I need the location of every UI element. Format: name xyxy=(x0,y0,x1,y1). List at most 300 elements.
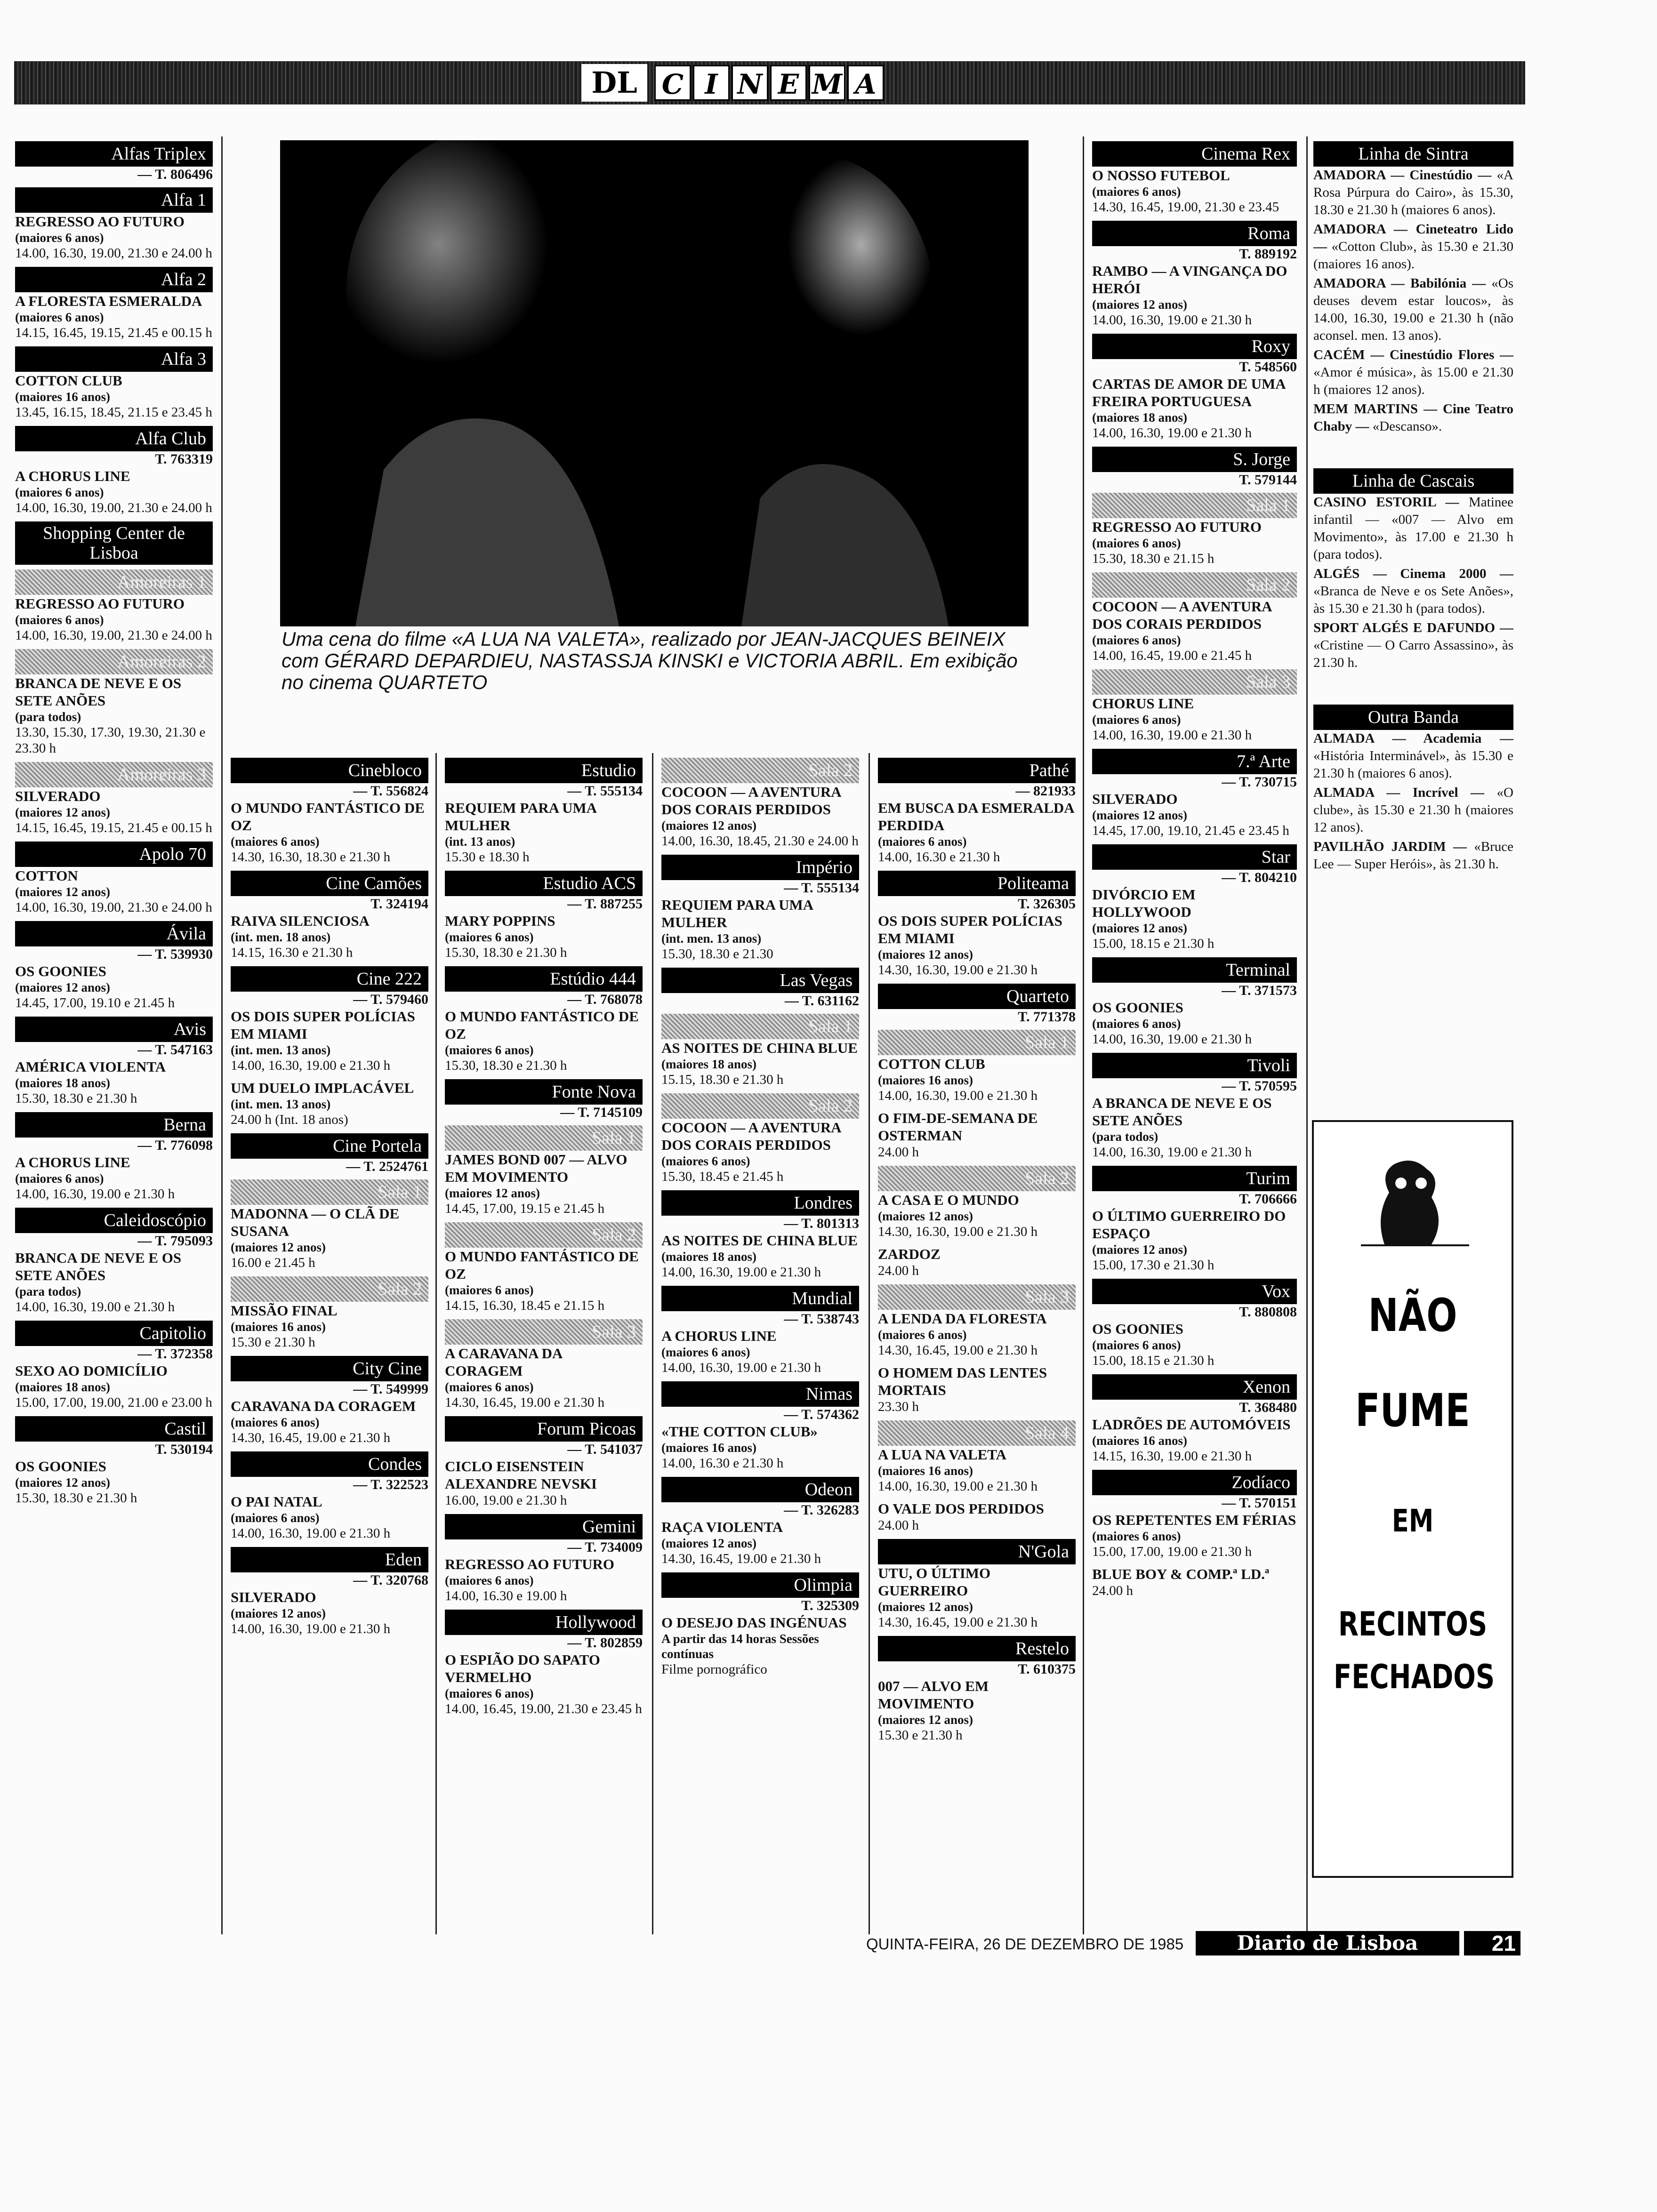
region-venue: ALMADA — Academia — xyxy=(1313,731,1513,746)
film-rating: (maiores 12 anos) xyxy=(878,1713,973,1727)
cinema-phone: — T. 776098 xyxy=(137,1138,213,1153)
cinema-name: Alfa 3 xyxy=(15,346,213,372)
film-rating: (int. men. 13 anos) xyxy=(231,1043,331,1057)
film-title: SILVERADO xyxy=(15,788,101,804)
region-venue: SPORT ALGÉS E DAFUNDO — xyxy=(1313,620,1513,635)
film-schedule: 14.00, 16.30, 19.00 e 21.30 h xyxy=(231,1058,391,1073)
film-schedule: 14.00, 16.30, 19.00 e 21.30 h xyxy=(661,1265,821,1280)
region-venue: ALMADA — Incrível — xyxy=(1313,785,1485,800)
cinema-listing xyxy=(231,1276,428,1350)
cinema-name: Olimpia xyxy=(661,1572,859,1598)
film-title: ZARDOZ xyxy=(878,1246,941,1262)
cinema-listing xyxy=(15,141,213,183)
film-schedule: 15.30, 18.30 e 21.30 h xyxy=(15,1091,137,1106)
cinema-name: Caleidoscópio xyxy=(15,1208,213,1233)
film-schedule: 14.30, 16.45, 19.00 e 21.30 h xyxy=(231,1430,391,1445)
film-rating: (maiores 12 anos) xyxy=(1092,921,1187,935)
listings-column-1 xyxy=(15,136,213,1512)
film-title: REQUIEM PARA UMA MULHER xyxy=(445,800,596,834)
region-listing xyxy=(1313,565,1513,617)
film-still-photo xyxy=(280,140,1029,626)
cinema-listing xyxy=(878,1420,1076,1533)
region-details: «O clube», às 15.30 e 21.30 h (maiores 12 anos). xyxy=(1313,785,1513,835)
cinema-name: Cine Camões xyxy=(231,871,428,896)
film-schedule: 14.15, 16.30, 19.00 e 21.30 h xyxy=(1092,1449,1252,1464)
region-details: «A Rosa Púrpura do Cairo», às 15.30, 18.30 e 21.30 h (maiores 6 anos). xyxy=(1313,168,1513,217)
region-venue: CASINO ESTORIL — xyxy=(1313,495,1459,510)
cinema-name: N'Gola xyxy=(878,1539,1076,1564)
film-schedule: 14.00, 16.30, 18.45, 21.30 e 24.00 h xyxy=(661,834,859,849)
cinema-phone: — T. 734009 xyxy=(567,1539,643,1555)
film-title: CARAVANA DA CORAGEM xyxy=(231,1398,416,1414)
film-rating: (maiores 6 anos) xyxy=(445,1573,534,1587)
film-rating: (maiores 6 anos) xyxy=(445,930,534,944)
film-title: SILVERADO xyxy=(231,1589,316,1605)
film-title: REGRESSO AO FUTURO xyxy=(445,1556,615,1572)
film-schedule: 15.30, 18.30 e 21.15 h xyxy=(1092,551,1215,566)
section-title-letter: A xyxy=(847,65,884,101)
film-schedule: 15.15, 18.30 e 21.30 h xyxy=(661,1072,784,1087)
cinema-name: Alfa Club xyxy=(15,426,213,451)
cinema-name: Sala 4 xyxy=(878,1420,1076,1446)
cinema-listing xyxy=(1092,844,1297,952)
cinema-listing xyxy=(878,1166,1076,1279)
cinema-name: Eden xyxy=(231,1547,428,1572)
film-schedule: 14.00, 16.30, 19.00 e 21.30 h xyxy=(231,1526,391,1541)
film-rating: (maiores 12 anos) xyxy=(15,980,110,994)
column-rule xyxy=(1083,136,1084,1934)
cinema-listing xyxy=(661,1014,859,1088)
film-rating: (para todos) xyxy=(1092,1130,1158,1144)
cinema-name: Berna xyxy=(15,1112,213,1138)
ad-line-1: NÃO xyxy=(1368,1289,1457,1342)
cinema-listing xyxy=(15,521,213,565)
film-schedule: 15.30 e 21.30 h xyxy=(231,1335,315,1350)
cinema-phone: — T. 2524761 xyxy=(346,1159,428,1174)
film-title: A CHORUS LINE xyxy=(15,1154,130,1170)
cinema-phone: T. 763319 xyxy=(155,451,213,467)
film-rating: (maiores 12 anos) xyxy=(878,947,973,962)
cinema-name: Londres xyxy=(661,1190,859,1216)
film-rating: (maiores 12 anos) xyxy=(661,818,756,833)
cinema-phone: T. 880808 xyxy=(1239,1304,1297,1320)
film-rating: (maiores 6 anos) xyxy=(445,1686,534,1700)
cinema-listing xyxy=(661,1190,859,1280)
cinema-listing xyxy=(15,267,213,341)
cinema-listing xyxy=(1092,1166,1297,1273)
film-schedule: 15.30, 18.30 e 21.30 h xyxy=(15,1491,137,1506)
cinema-name: Las Vegas xyxy=(661,968,859,993)
film-title: 007 — ALVO EM MOVIMENTO xyxy=(878,1678,989,1712)
cinema-phone: — T. 570595 xyxy=(1222,1078,1297,1094)
cinema-phone: T. 325309 xyxy=(801,1598,859,1613)
film-title: REGRESSO AO FUTURO xyxy=(1092,519,1262,535)
film-schedule: 15.30, 18.45 e 21.45 h xyxy=(661,1169,784,1184)
film-schedule: 14.30, 16.45, 19.00 e 21.30 h xyxy=(878,1615,1038,1630)
film-title: O HOMEM DAS LENTES MORTAIS xyxy=(878,1364,1047,1398)
film-title: O FIM-DE-SEMANA DE OSTERMAN xyxy=(878,1110,1038,1144)
film-schedule: 24.00 h xyxy=(878,1263,919,1278)
region-listing xyxy=(1313,784,1513,836)
cinema-name: Cinebloco xyxy=(231,758,428,783)
cinema-listing xyxy=(15,426,213,516)
film-rating: (maiores 6 anos) xyxy=(878,1328,967,1342)
film-still-illustration xyxy=(280,140,1029,626)
cinema-phone: T. 889192 xyxy=(1239,246,1297,262)
film-rating: (maiores 12 anos) xyxy=(1092,1242,1187,1257)
cinema-phone: T. 324194 xyxy=(370,896,428,912)
film-schedule: 14.30, 16.45, 19.00 e 21.30 h xyxy=(878,1343,1038,1358)
cinema-name: Roma xyxy=(1092,221,1297,246)
film-title: O ESPIÃO DO SAPATO VERMELHO xyxy=(445,1651,600,1685)
film-schedule: 24.00 h xyxy=(878,1518,919,1533)
film-schedule: 14.45, 17.00, 19.10, 21.45 e 23.45 h xyxy=(1092,823,1289,838)
cinema-name: Odeon xyxy=(661,1477,859,1502)
film-rating: (maiores 6 anos) xyxy=(15,310,104,324)
region-listing xyxy=(1313,275,1513,345)
film-rating: (maiores 6 anos) xyxy=(15,1171,104,1186)
cinema-listing xyxy=(1092,334,1297,441)
cinema-listing xyxy=(445,758,643,865)
film-rating: (maiores 12 anos) xyxy=(445,1186,540,1200)
film-rating: (maiores 6 anos) xyxy=(1092,1017,1181,1031)
film-schedule: 14.00, 16.30, 19.00 e 21.30 h xyxy=(661,1360,821,1375)
film-title: COTTON xyxy=(15,867,78,884)
region-listing xyxy=(1313,619,1513,672)
film-title: CICLO EISENSTEIN ALEXANDRE NEVSKI xyxy=(445,1458,597,1492)
cinema-name: Sala 2 xyxy=(878,1166,1076,1191)
film-title: JAMES BOND 007 — ALVO EM MOVIMENTO xyxy=(445,1151,627,1185)
film-title: A CHORUS LINE xyxy=(15,468,130,484)
film-schedule: 14.15, 16.45, 19.15, 21.45 e 00.15 h xyxy=(15,820,212,835)
cinema-phone: T. 548560 xyxy=(1239,359,1297,375)
cinema-phone: — T. 538743 xyxy=(784,1311,859,1327)
region-listing xyxy=(1313,730,1513,782)
cinema-listing xyxy=(445,1319,643,1411)
region-venue: ALGÉS — Cinema 2000 — xyxy=(1313,566,1513,581)
region-venue: AMADORA — Babilónia — xyxy=(1313,276,1486,291)
film-title: BLUE BOY & COMP.ª LD.ª xyxy=(1092,1566,1270,1582)
photo-caption: Uma cena do filme «A LUA NA VALETA», realizado por JEAN-JACQUES BEINEIX com GÉRARD DEPARDIEU, NASTASSJA KINSKI e VICTORIA ABRIL. Em exibição no cinema QUARTETO xyxy=(282,628,1018,693)
film-schedule: 14.30, 16.30, 19.00 e 21.30 h xyxy=(878,962,1038,978)
cinema-phone: T. 530194 xyxy=(155,1442,213,1457)
film-schedule: 14.15, 16.30, 18.45 e 21.15 h xyxy=(445,1298,605,1313)
film-rating: (maiores 6 anos) xyxy=(1092,713,1181,727)
film-title: O VALE DOS PERDIDOS xyxy=(878,1500,1044,1517)
cinema-name: Apolo 70 xyxy=(15,842,213,867)
region-listing xyxy=(1313,221,1513,273)
cinema-name: Terminal xyxy=(1092,957,1297,983)
film-title: AMÉRICA VIOLENTA xyxy=(15,1058,166,1075)
section-title-letter: M xyxy=(809,65,845,101)
film-title: O PAI NATAL xyxy=(231,1493,322,1510)
film-title: REGRESSO AO FUTURO xyxy=(15,213,185,230)
film-schedule: 14.00, 16.45, 19.00 e 21.45 h xyxy=(1092,648,1252,663)
column-rule xyxy=(652,753,653,1934)
cinema-name: Sala 1 xyxy=(1092,493,1297,518)
cinema-phone: — T. 539930 xyxy=(137,946,213,962)
film-title: OS GOONIES xyxy=(1092,999,1183,1016)
film-schedule: 14.00, 16.30, 19.00 e 21.30 h xyxy=(1092,1032,1252,1047)
cinema-phone: — T. 802859 xyxy=(567,1635,643,1651)
cinema-phone: T. 326305 xyxy=(1018,896,1076,912)
film-title: O ÚLTIMO GUERREIRO DO ESPAÇO xyxy=(1092,1208,1286,1242)
cinema-name: Avis xyxy=(15,1017,213,1042)
ad-line-3: EM xyxy=(1392,1503,1434,1539)
cinema-listing xyxy=(1092,669,1297,743)
film-schedule: 14.00, 16.30 e 19.00 h xyxy=(445,1588,567,1603)
film-title: BRANCA DE NEVE E OS SETE ANÕES xyxy=(15,1250,182,1283)
column-rule xyxy=(435,753,437,1934)
section-title xyxy=(654,65,884,101)
cinema-listing xyxy=(445,1514,643,1604)
film-title: CARTAS DE AMOR DE UMA FREIRA PORTUGUESA xyxy=(1092,376,1285,409)
film-title: «THE COTTON CLUB» xyxy=(661,1423,818,1440)
film-rating: (maiores 12 anos) xyxy=(231,1606,326,1620)
cinema-phone: — T. 801313 xyxy=(784,1216,859,1231)
region-listing xyxy=(1313,401,1513,435)
film-rating: (maiores 18 anos) xyxy=(661,1250,756,1264)
film-rating: (maiores 6 anos) xyxy=(1092,1338,1181,1352)
film-schedule: 16.00 e 21.45 h xyxy=(231,1255,315,1270)
film-schedule: 14.00, 16.30, 19.00 e 21.30 h xyxy=(1092,728,1252,743)
film-title: A CASA E O MUNDO xyxy=(878,1192,1019,1208)
cinema-listing xyxy=(15,346,213,420)
cinema-name: City Cine xyxy=(231,1356,428,1381)
cinema-phone: — T. 372358 xyxy=(137,1346,213,1362)
cinema-phone: T. 771378 xyxy=(1018,1009,1076,1025)
film-title: LADRÕES DE AUTOMÓVEIS xyxy=(1092,1416,1291,1433)
film-title: DIVÓRCIO EM HOLLYWOOD xyxy=(1092,886,1196,920)
cinema-listing xyxy=(878,1284,1076,1415)
cinema-listing xyxy=(661,1477,859,1567)
film-rating: (maiores 6 anos) xyxy=(15,231,104,245)
film-schedule: 14.45, 17.00, 19.15 e 21.45 h xyxy=(445,1201,605,1216)
film-title: MARY POPPINS xyxy=(445,913,555,929)
film-schedule: 24.00 h xyxy=(1092,1583,1133,1598)
cinema-listing xyxy=(231,1547,428,1637)
cinema-name: Estudio xyxy=(445,758,643,783)
film-title: REGRESSO AO FUTURO xyxy=(15,595,185,612)
cinema-listing xyxy=(1092,1053,1297,1160)
cinema-listing xyxy=(1092,1279,1297,1369)
cinema-listing xyxy=(15,187,213,261)
film-title: AS NOITES DE CHINA BLUE xyxy=(661,1232,858,1249)
region-section xyxy=(1313,468,1513,672)
cinema-phone: — T. 804210 xyxy=(1222,870,1297,885)
film-title: RAIVA SILENCIOSA xyxy=(231,913,370,929)
film-rating: (maiores 6 anos) xyxy=(231,834,320,849)
film-rating: (para todos) xyxy=(15,1284,81,1298)
cinema-name: Forum Picoas xyxy=(445,1416,643,1442)
cinema-listing xyxy=(1092,572,1297,664)
film-schedule: 14.00, 16.30, 19.00, 21.30 e 24.00 h xyxy=(15,900,212,915)
region-venue: AMADORA — Cinestúdio — xyxy=(1313,168,1492,183)
film-schedule: 14.00, 16.30, 19.00 e 21.30 h xyxy=(1092,313,1252,328)
cinema-listing xyxy=(1092,221,1297,328)
film-rating: (maiores 12 anos) xyxy=(878,1209,973,1223)
film-rating: (maiores 18 anos) xyxy=(661,1057,756,1071)
cinema-listing xyxy=(15,569,213,643)
cinema-name: Sala 1 xyxy=(445,1125,643,1151)
film-schedule: 14.00, 16.30, 19.00, 21.30 e 24.00 h xyxy=(15,628,212,643)
cinema-name: 7.ª Arte xyxy=(1092,749,1297,774)
cinema-name: Sala 1 xyxy=(878,1030,1076,1055)
cinema-name: Xenon xyxy=(1092,1374,1297,1400)
film-schedule: 14.30, 16.45, 19.00 e 21.30 h xyxy=(445,1395,605,1410)
film-schedule: 13.30, 15.30, 17.30, 19.30, 21.30 e 23.30 h xyxy=(15,725,206,756)
film-rating: (int. 13 anos) xyxy=(445,834,515,849)
listings-column-3 xyxy=(445,753,643,1723)
film-title: OS DOIS SUPER POLÍCIAS EM MIAMI xyxy=(878,913,1062,946)
page-number: 21 xyxy=(1464,1931,1520,1956)
film-rating: (maiores 6 anos) xyxy=(661,1345,750,1359)
film-title: RAÇA VIOLENTA xyxy=(661,1519,783,1535)
cinema-name: Sala 1 xyxy=(661,1014,859,1039)
film-schedule: 14.00, 16.30 e 21.30 h xyxy=(878,850,1000,865)
film-title: O DESEJO DAS INGÉNUAS xyxy=(661,1614,847,1631)
film-rating: (maiores 6 anos) xyxy=(1092,536,1181,550)
region-details: «Amor é música», às 15.00 e 21.30 h (maiores 12 anos). xyxy=(1313,365,1513,397)
film-schedule: 23.30 h xyxy=(878,1399,919,1414)
film-rating: (maiores 12 anos) xyxy=(231,1240,326,1254)
film-schedule: 14.15, 16.30 e 21.30 h xyxy=(231,945,353,960)
film-schedule: 14.15, 16.45, 19.15, 21.45 e 00.15 h xyxy=(15,325,212,340)
film-schedule: 15.30, 18.30 e 21.30 xyxy=(661,946,773,962)
footer-date: QUINTA-FEIRA, 26 DE DEZEMBRO DE 1985 xyxy=(866,1935,1184,1953)
section-title-letter: E xyxy=(770,65,807,101)
cinema-listing xyxy=(231,758,428,865)
cinema-name: Zodíaco xyxy=(1092,1470,1297,1495)
film-schedule: 24.00 h xyxy=(878,1145,919,1160)
masthead-banner xyxy=(14,61,1525,104)
cinema-name: Tivoli xyxy=(1092,1053,1297,1078)
cinema-phone: — T. 579460 xyxy=(353,992,428,1007)
cinema-listing xyxy=(878,1539,1076,1630)
film-schedule: 14.00, 16.45, 19.00, 21.30 e 23.45 h xyxy=(445,1701,642,1716)
cinema-listing xyxy=(445,1416,643,1508)
film-title: EM BUSCA DA ESMERALDA PERDIDA xyxy=(878,800,1074,834)
cinema-phone: — T. 320768 xyxy=(353,1572,428,1588)
film-schedule: 14.00, 16.30, 19.00 e 21.30 h xyxy=(15,1186,175,1202)
cinema-name: Sala 2 xyxy=(661,758,859,783)
cinema-name: Capitolio xyxy=(15,1321,213,1346)
cinema-name: Sala 3 xyxy=(878,1284,1076,1310)
region-venue: MEM MARTINS — Cine Teatro Chaby — xyxy=(1313,401,1513,434)
cinema-name: Império xyxy=(661,855,859,880)
cinema-name: Shopping Center de Lisboa xyxy=(15,521,213,565)
cinema-phone: — T. 322523 xyxy=(353,1477,428,1492)
film-title: REQUIEM PARA UMA MULHER xyxy=(661,897,813,930)
film-rating: (maiores 12 anos) xyxy=(15,805,110,819)
cinema-name: Turim xyxy=(1092,1166,1297,1191)
cinema-listing xyxy=(878,871,1076,978)
film-schedule: 14.00, 16.30, 19.00 e 21.30 h xyxy=(878,1088,1038,1103)
film-title: UTU, O ÚLTIMO GUERREIRO xyxy=(878,1565,991,1599)
listings-column-6 xyxy=(1092,136,1297,1604)
film-title: SILVERADO xyxy=(1092,791,1178,807)
cinema-listing xyxy=(1092,749,1297,839)
cinema-name: Restelo xyxy=(878,1636,1076,1661)
cinema-listing xyxy=(661,1286,859,1376)
no-smoking-ad-illustration xyxy=(1314,1122,1512,1263)
cinema-name: Alfas Triplex xyxy=(15,141,213,167)
film-schedule: 15.00, 18.15 e 21.30 h xyxy=(1092,1353,1215,1368)
cinema-listing xyxy=(15,1208,213,1315)
film-rating: (maiores 12 anos) xyxy=(878,1600,973,1614)
cinema-listing xyxy=(1092,141,1297,215)
film-title: OS GOONIES xyxy=(1092,1321,1183,1337)
cinema-name: Pathé xyxy=(878,758,1076,783)
film-title: A BRANCA DE NEVE E OS SETE ANÕES xyxy=(1092,1095,1272,1129)
cinema-name: Politeama xyxy=(878,871,1076,896)
film-title: O MUNDO FANTÁSTICO DE OZ xyxy=(445,1248,639,1282)
film-rating: (maiores 6 anos) xyxy=(878,834,967,849)
cinema-name: Sala 2 xyxy=(661,1093,859,1119)
region-details: «Os deuses devem estar loucos», às 14.00, 16.30, 19.00 e 21.30 h (não aconsel. men. 13 anos). xyxy=(1313,276,1513,343)
film-schedule: 16.00, 19.00 e 21.30 h xyxy=(445,1493,567,1508)
film-rating: (para todos) xyxy=(15,710,81,724)
cinema-listing xyxy=(231,871,428,961)
region-listing xyxy=(1313,167,1513,219)
cinema-phone: — T. 730715 xyxy=(1222,774,1297,790)
cinema-phone: — T. 556824 xyxy=(353,783,428,799)
cinema-listing xyxy=(231,966,428,1128)
cinema-listing xyxy=(1092,493,1297,567)
cinema-listing xyxy=(15,649,213,756)
cinema-phone: — T. 887255 xyxy=(567,896,643,912)
film-title: OS GOONIES xyxy=(15,1458,106,1475)
cinema-name: Quarteto xyxy=(878,984,1076,1009)
film-rating: (maiores 6 anos) xyxy=(1092,184,1181,199)
region-details: «História Interminável», às 15.30 e 21.30 h (maiores 6 anos). xyxy=(1313,748,1513,781)
cinema-phone: — T. 574362 xyxy=(784,1407,859,1422)
cinema-name: Gemini xyxy=(445,1514,643,1539)
cinema-phone: — T. 570151 xyxy=(1222,1495,1297,1511)
film-rating: (maiores 16 anos) xyxy=(878,1073,973,1087)
film-rating: (maiores 6 anos) xyxy=(661,1154,750,1168)
region-venue: CACÉM — Cinestúdio Flores — xyxy=(1313,347,1513,362)
cinema-name: Condes xyxy=(231,1451,428,1477)
film-rating: (maiores 16 anos) xyxy=(661,1441,756,1455)
cinema-listing xyxy=(661,758,859,849)
cinema-listing xyxy=(445,871,643,961)
cinema-name: Fonte Nova xyxy=(445,1079,643,1105)
cinema-listing xyxy=(1092,1374,1297,1464)
cinema-name: Vox xyxy=(1092,1279,1297,1304)
cinema-phone: — T. 631162 xyxy=(784,993,859,1009)
column-rule xyxy=(1306,136,1308,1934)
region-venue: PAVILHÃO JARDIM — xyxy=(1313,839,1467,854)
region-title: Linha de Sintra xyxy=(1313,141,1513,167)
footer-newspaper-logo: Diario de Lisboa xyxy=(1196,1931,1459,1956)
film-schedule: 14.00, 16.30, 19.00 e 21.30 h xyxy=(1092,425,1252,441)
cinema-name: Star xyxy=(1092,844,1297,870)
cinema-listing xyxy=(231,1451,428,1541)
film-schedule: 14.30, 16.45, 19.00 e 21.30 h xyxy=(661,1551,821,1566)
film-title: AS NOITES DE CHINA BLUE xyxy=(661,1040,858,1056)
region-listing xyxy=(1313,494,1513,563)
film-title: COCOON — A AVENTURA DOS CORAIS PERDIDOS xyxy=(661,784,841,817)
cinema-listing xyxy=(1092,957,1297,1047)
no-smoking-ad xyxy=(1312,1120,1513,1878)
region-title: Linha de Cascais xyxy=(1313,468,1513,494)
cinema-name: Roxy xyxy=(1092,334,1297,359)
film-schedule: 14.00, 16.30, 19.00 e 21.30 h xyxy=(878,1479,1038,1494)
region-details: «Bruce Lee — Super Heróis», às 21.30 h. xyxy=(1313,839,1513,872)
cinema-name: Mundial xyxy=(661,1286,859,1311)
cinema-name: Cine 222 xyxy=(231,966,428,992)
